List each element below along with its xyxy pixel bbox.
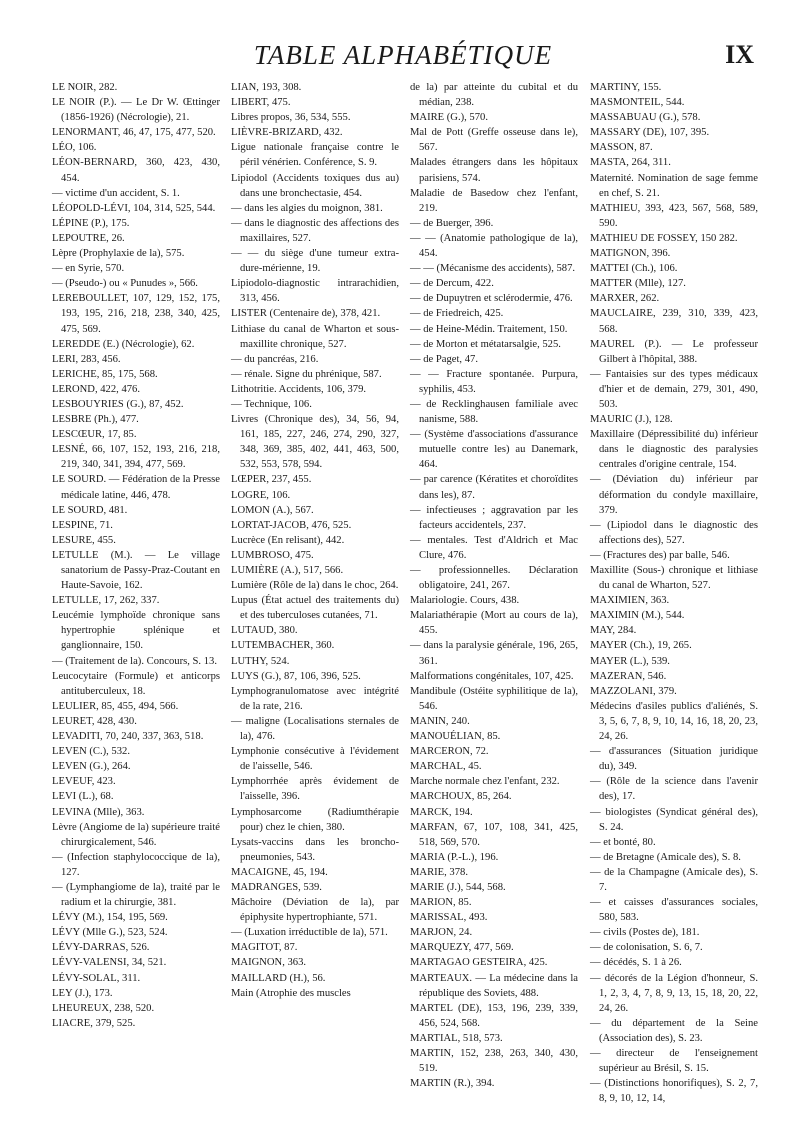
index-entry: LÉVY-DARRAS, 526. xyxy=(52,942,150,954)
index-entry: Lymphogranulomatose avec intégrité de la rate, 216. xyxy=(231,685,399,712)
index-entry: MAYER (Ch.), 19, 265. xyxy=(590,640,692,652)
index-entry: MATIGNON, 396. xyxy=(590,248,671,260)
index-entry: — directeur de l'enseignement supérieur au Brésil, S. 15. xyxy=(590,1048,758,1075)
index-entry: — de Buerger, 396. xyxy=(410,217,494,229)
index-entry: LIÈVRE-BRIZARD, 432. xyxy=(231,127,343,139)
index-entry: MARQUEZY, 477, 569. xyxy=(410,942,514,954)
index-entry: MARTEL (DE), 153, 196, 239, 339, 456, 524, 568. xyxy=(410,1002,578,1029)
index-entry: MARTIN, 152, 238, 263, 340, 430, 519. xyxy=(410,1048,578,1075)
index-entry: Maxillaire (Dépressibilité du) inférieur dans le diagnostic des paralysies centrales d'origine centrale, 154. xyxy=(590,429,758,471)
index-entry: LUYS (G.), 87, 106, 396, 525. xyxy=(231,670,361,682)
index-entry: LISTER (Centenaire de), 378, 421. xyxy=(231,308,381,320)
index-entry: MARTINY, 155. xyxy=(590,82,662,93)
index-entry: Lèvre (Angiome de la) supérieure traité chirurgicalement, 546. xyxy=(52,821,220,848)
index-entry: LE SOURD. — Fédération de la Presse médicale latine, 446, 478. xyxy=(52,474,220,501)
index-entry: Maxillite (Sous-) chronique et lithiase du canal de Wharton, 527. xyxy=(590,565,758,592)
index-entry: — (Distinctions honorifiques), S. 2, 7, 8, 9, 10, 12, 14, xyxy=(590,1078,758,1105)
index-entry: — et caisses d'assurances sociales, 580, 583. xyxy=(590,897,758,924)
index-entry: — professionnelles. Déclaration obligatoire, 241, 267. xyxy=(410,565,578,592)
index-entry: LEREBOULLET, 107, 129, 152, 175, 193, 195, 216, 218, 238, 340, 425, 475, 569. xyxy=(52,293,220,335)
index-entry: LÉPINE (P.), 175. xyxy=(52,217,130,229)
index-entry: — de Friedreich, 425. xyxy=(410,308,504,320)
index-entry: MAIGNON, 363. xyxy=(231,957,307,969)
index-entry: LE SOURD, 481. xyxy=(52,504,128,516)
index-entry: Médecins d'asiles publics d'aliénés, S. 3, 5, 6, 7, 8, 9, 10, 14, 16, 18, 20, 23, 24, 26. xyxy=(590,700,758,743)
index-entry: Lipiodol (Accidents toxiques dus au) dans une bronchectasie, 454. xyxy=(231,172,399,199)
index-entry: MARIE (J.), 544, 568. xyxy=(410,881,506,893)
index-entry: — (Infection staphylococcique de la), 127. xyxy=(52,851,220,878)
index-entry: LESCŒUR, 17, 85. xyxy=(52,429,137,441)
index-entry: LUTEMBACHER, 360. xyxy=(231,640,335,652)
page-header xyxy=(52,38,754,72)
index-column-1 xyxy=(52,80,220,1031)
index-entry: LIBERT, 475. xyxy=(231,97,291,109)
index-entry: Lupus (État actuel des traitements du) et des tuberculoses cutanées, 71. xyxy=(231,595,399,622)
index-entry: Leucocytaire (Formule) et anticorps antituberculeux, 18. xyxy=(52,670,220,697)
index-entry: — — Fracture spontanée. Purpura, syphilis, 453. xyxy=(410,368,578,395)
index-entry: MAZERAN, 546. xyxy=(590,670,667,682)
index-entry: — (Fractures des) par balle, 546. xyxy=(590,549,730,561)
index-entry: — en Syrie, 570. xyxy=(52,263,125,275)
index-entry: LÉVY (Mlle G.), 523, 524. xyxy=(52,927,168,939)
index-entry: MASSARY (DE), 107, 395. xyxy=(590,127,710,139)
index-entry: — dans le diagnostic des affections des maxillaires, 527. xyxy=(231,217,399,244)
page-number: IX xyxy=(725,40,754,69)
index-entry: — (Lymphangiome de la), traité par le radium et la chirurgie, 381. xyxy=(52,881,220,909)
index-entry: — de Recklinghausen familiale avec nanisme, 588. xyxy=(410,398,578,426)
index-entry: Malariologie. Cours, 438. xyxy=(410,595,520,607)
index-entry: LE NOIR, 282. xyxy=(52,82,118,93)
index-entry: Lysats-vaccins dans les broncho-pneumonies, 543. xyxy=(231,836,399,863)
index-entry: LUMIÈRE (A.), 517, 566. xyxy=(231,565,344,576)
index-entry: MANIN, 240. xyxy=(410,715,470,727)
index-entry: — de la Champagne (Amicale des), S. 7. xyxy=(590,866,758,893)
index-entry: LÉVY-SOLAL, 311. xyxy=(52,972,141,984)
index-entry: LŒPER, 237, 455. xyxy=(231,474,312,486)
index-entry: LEROND, 422, 476. xyxy=(52,383,140,395)
index-entry: LIACRE, 379, 525. xyxy=(52,1017,136,1029)
index-entry: LERICHE, 85, 175, 568. xyxy=(52,368,158,380)
index-entry: — (Système d'associations d'assurance mutuelle contre les) au Danemark, 464. xyxy=(410,429,578,471)
index-entry: — mentales. Test d'Aldrich et Mac Clure, 476. xyxy=(410,534,578,561)
index-entry: LÉVY (M.), 154, 195, 569. xyxy=(52,912,168,924)
index-entry: MAGITOT, 87. xyxy=(231,942,298,954)
index-entry: — biologistes (Syndicat général des), S. 24. xyxy=(590,806,758,833)
index-entry: MARIA (P.-L.), 196. xyxy=(410,851,499,863)
index-entry: LUTHY, 524. xyxy=(231,655,290,667)
index-entry: Lithiase du canal de Wharton et sous-maxillite chronique, 527. xyxy=(231,323,399,350)
index-entry: — (Luxation irréductible de la), 571. xyxy=(231,927,388,939)
index-entry: LUMBROSO, 475. xyxy=(231,549,314,561)
index-entry: de la) par atteinte du cubital et du médian, 238. xyxy=(410,82,578,109)
index-entry: MANOUÉLIAN, 85. xyxy=(410,731,501,743)
index-entry: Maladie de Basedow chez l'enfant, 219. xyxy=(410,187,578,214)
index-entry: — rénale. Signe du phrénique, 587. xyxy=(231,368,382,380)
index-entry: LÉO, 106. xyxy=(52,142,97,154)
index-entry: LOGRE, 106. xyxy=(231,489,291,501)
index-entry: MARTEAUX. — La médecine dans la république des Soviets, 488. xyxy=(410,972,578,999)
index-entry: Lithotritie. Accidents, 106, 379. xyxy=(231,383,367,395)
index-entry: Lymphorrhée après évidement de l'aisselle, 396. xyxy=(231,776,399,803)
index-entry: MATTEI (Ch.), 106. xyxy=(590,263,678,275)
index-entry: — victime d'un accident, S. 1. xyxy=(52,187,180,199)
index-column-3 xyxy=(410,80,578,1091)
index-entry: Lucrèce (En relisant), 442. xyxy=(231,534,345,546)
index-entry: MARFAN, 67, 107, 108, 341, 425, 518, 569, 570. xyxy=(410,821,578,848)
index-entry: — (Déviation du) inférieur par déformation du condyle maxillaire, 379. xyxy=(590,474,758,516)
index-entry: MAZZOLANI, 379. xyxy=(590,685,677,697)
index-entry: MASSON, 87. xyxy=(590,142,653,154)
index-entry: LESPINE, 71. xyxy=(52,519,113,531)
index-entry: — décédés, S. 1 à 26. xyxy=(590,957,682,969)
index-entry: LÉVY-VALENSI, 34, 521. xyxy=(52,957,167,969)
index-entry: — — (Anatomie pathologique de la), 454. xyxy=(410,232,578,260)
index-entry: Marche normale chez l'enfant, 232. xyxy=(410,776,560,788)
index-entry: LESNÉ, 66, 107, 152, 193, 216, 218, 219, 340, 341, 394, 477, 569. xyxy=(52,444,220,471)
index-entry: LESURE, 455. xyxy=(52,534,116,546)
index-entry: — par carence (Kératites et choroïdites dans les), 87. xyxy=(410,474,578,501)
index-entry: MAILLARD (H.), 56. xyxy=(231,972,326,984)
index-entry: — décorés de la Légion d'honneur, S. 1, 2, 3, 4, 7, 8, 9, 13, 15, 18, 20, 22, 24, 26. xyxy=(590,972,758,1014)
index-entry: — du département de la Seine (Association des), S. 23. xyxy=(590,1017,758,1044)
index-entry: — infectieuses ; aggravation par les facteurs accidentels, 237. xyxy=(410,504,578,531)
index-entry: MAIRE (G.), 570. xyxy=(410,112,488,124)
index-entry: Leucémie lymphoïde chronique sans hypertrophie splénique et ganglionnaire, 150. xyxy=(52,610,220,652)
index-entry: MAY, 284. xyxy=(590,625,637,637)
index-entry: MATTER (Mlle), 127. xyxy=(590,278,686,290)
index-entry: Livres (Chronique des), 34, 56, 94, 161, 185, 227, 246, 274, 290, 327, 348, 369, 385, 402, 441, 463, 500, 532, 553, 578, 594. xyxy=(231,414,399,471)
index-entry: LEURET, 428, 430. xyxy=(52,715,137,727)
index-entry: — de Dercum, 422. xyxy=(410,278,494,290)
index-entry: Ligue nationale française contre le péril vénérien. Conférence, S. 9. xyxy=(231,142,399,169)
index-entry: MAUCLAIRE, 239, 310, 339, 423, 568. xyxy=(590,308,758,335)
index-entry: LENORMANT, 46, 47, 175, 477, 520. xyxy=(52,127,216,139)
index-entry: MARION, 85. xyxy=(410,897,472,909)
index-entry: — — (Mécanisme des accidents), 587. xyxy=(410,263,576,275)
index-entry: LORTAT-JACOB, 476, 525. xyxy=(231,519,352,531)
index-entry: LEREDDE (E.) (Nécrologie), 62. xyxy=(52,338,195,350)
index-entry: Lymphosarcome (Radiumthérapie pour) chez le chien, 380. xyxy=(231,806,399,833)
index-entry: Malariathérapie (Mort au cours de la), 455. xyxy=(410,610,578,637)
index-entry: MAXIMIN (M.), 544. xyxy=(590,610,685,622)
index-entry: — (Pseudo-) ou « Punudes », 566. xyxy=(52,278,198,290)
index-entry: — de Bretagne (Amicale des), S. 8. xyxy=(590,851,741,863)
index-entry: LEVEN (C.), 532. xyxy=(52,746,130,758)
index-entry: Malformations congénitales, 107, 425. xyxy=(410,670,574,682)
index-entry: LERI, 283, 456. xyxy=(52,353,121,365)
index-entry: LEVADITI, 70, 240, 337, 363, 518. xyxy=(52,731,204,743)
index-entry: MARISSAL, 493. xyxy=(410,912,488,924)
index-entry: — de Paget, 47. xyxy=(410,353,478,365)
index-entry: MAURIC (J.), 128. xyxy=(590,414,673,426)
index-entry: MARCERON, 72. xyxy=(410,746,489,758)
index-entry: Lipiodolo-diagnostic intrarachidien, 313, 456. xyxy=(231,278,399,305)
index-entry: MARTIN (R.), 394. xyxy=(410,1078,495,1090)
index-entry: MARIE, 378. xyxy=(410,866,468,878)
index-columns xyxy=(52,80,758,1130)
index-entry: LOMON (A.), 567. xyxy=(231,504,314,516)
index-entry: — de Heine-Médin. Traitement, 150. xyxy=(410,323,568,335)
index-entry: — Technique, 106. xyxy=(231,398,312,410)
index-entry: Lumière (Rôle de la) dans le choc, 264. xyxy=(231,580,399,592)
page-title: TABLE ALPHABÉTIQUE xyxy=(253,40,553,70)
index-entry: LEVEN (G.), 264. xyxy=(52,761,131,773)
index-entry: LESBOUYRIES (G.), 87, 452. xyxy=(52,398,184,410)
index-entry: LÉOPOLD-LÉVI, 104, 314, 525, 544. xyxy=(52,202,216,214)
index-entry: Lèpre (Prophylaxie de la), 575. xyxy=(52,248,185,260)
index-entry: MARCK, 194. xyxy=(410,806,473,818)
index-entry: MARTAGAO GESTEIRA, 425. xyxy=(410,957,548,969)
index-entry: LUTAUD, 380. xyxy=(231,625,298,637)
index-entry: — — du siège d'une tumeur extra-dure-mérienne, 19. xyxy=(231,248,399,275)
index-entry: — Fantaisies sur des types médicaux d'hier et de demain, 279, 301, 490, 503. xyxy=(590,368,758,410)
index-entry: Mandibule (Ostéite syphilitique de la), 546. xyxy=(410,685,578,712)
index-column-2 xyxy=(231,80,399,1001)
index-entry: LEVEUF, 423. xyxy=(52,776,116,788)
index-entry: Mâchoire (Déviation de la), par épiphysite hypertrophiante, 571. xyxy=(231,897,399,924)
index-entry: Maternité. Nomination de sage femme en chef, S. 21. xyxy=(590,172,758,199)
index-entry: MATHIEU DE FOSSEY, 150 282. xyxy=(590,232,738,244)
index-entry: MASMONTEIL, 544. xyxy=(590,97,685,109)
index-entry: LEPOUTRE, 26. xyxy=(52,232,125,244)
index-entry: LÉON-BERNARD, 360, 423, 430, 454. xyxy=(52,157,220,184)
index-entry: LETULLE (M.). — Le village sanatorium de Passy-Praz-Coutant en Haute-Savoie, 162. xyxy=(52,549,220,592)
index-entry: MAYER (L.), 539. xyxy=(590,655,670,667)
index-entry: Mal de Pott (Greffe osseuse dans le), 567. xyxy=(410,127,578,154)
index-entry: MACAIGNE, 45, 194. xyxy=(231,866,328,878)
index-entry: MARXER, 262. xyxy=(590,293,660,305)
index-entry: — dans les algies du moignon, 381. xyxy=(231,202,383,214)
index-entry: LETULLE, 17, 262, 337. xyxy=(52,595,160,607)
index-entry: LHEUREUX, 238, 520. xyxy=(52,1002,155,1014)
index-entry: MAUREL (P.). — Le professeur Gilbert à l'hôpital, 388. xyxy=(590,338,758,365)
index-entry: — (Rôle de la science dans l'avenir des), 17. xyxy=(590,776,758,803)
index-entry: Lymphonie consécutive à l'évidement de l'aisselle, 546. xyxy=(231,746,399,773)
index-entry: — de Dupuytren et sclérodermie, 476. xyxy=(410,293,573,305)
index-entry: MARJON, 24. xyxy=(410,927,473,939)
index-entry: Malades étrangers dans les hôpitaux parisiens, 574. xyxy=(410,157,578,184)
index-entry: MARCHAL, 45. xyxy=(410,761,482,773)
index-entry: Main (Atrophie des muscles xyxy=(231,987,351,999)
index-entry: LIAN, 193, 308. xyxy=(231,82,302,93)
index-entry: MARTIAL, 518, 573. xyxy=(410,1032,503,1044)
index-entry: LEULIER, 85, 455, 494, 566. xyxy=(52,700,179,712)
index-column-4 xyxy=(590,80,758,1106)
index-entry: MASSABUAU (G.), 578. xyxy=(590,112,701,124)
index-entry: — dans la paralysie générale, 196, 265, 361. xyxy=(410,640,578,667)
index-entry: MARCHOUX, 85, 264. xyxy=(410,791,512,803)
index-entry: — et bonté, 80. xyxy=(590,836,656,848)
index-entry: LEY (J.), 173. xyxy=(52,987,113,999)
index-entry: MADRANGES, 539. xyxy=(231,881,322,893)
index-entry: — (Traitement de la). Concours, S. 13. xyxy=(52,655,217,667)
index-entry: — civils (Postes de), 181. xyxy=(590,927,700,939)
index-entry: MATHIEU, 393, 423, 567, 568, 589, 590. xyxy=(590,202,758,229)
index-entry: — de Morton et métatarsalgie, 525. xyxy=(410,338,561,350)
index-entry: — d'assurances (Situation juridique du), 349. xyxy=(590,746,758,773)
index-entry: — maligne (Localisations sternales de la), 476. xyxy=(231,715,399,743)
index-entry: LE NOIR (P.). — Le Dr W. Œttinger (1856-1926) (Nécrologie), 21. xyxy=(52,97,220,124)
index-entry: MASTA, 264, 311. xyxy=(590,157,671,169)
index-entry: — du pancréas, 216. xyxy=(231,353,319,365)
index-entry: LEVI (L.), 68. xyxy=(52,791,114,803)
index-entry: LESBRE (Ph.), 477. xyxy=(52,414,139,426)
index-entry: LEVINA (Mlle), 363. xyxy=(52,806,145,818)
index-entry: — de colonisation, S. 6, 7. xyxy=(590,942,703,954)
index-entry: — (Lipiodol dans le diagnostic des affections des), 527. xyxy=(590,519,758,546)
index-entry: MAXIMIEN, 363. xyxy=(590,595,670,607)
index-entry: Libres propos, 36, 534, 555. xyxy=(231,112,351,124)
